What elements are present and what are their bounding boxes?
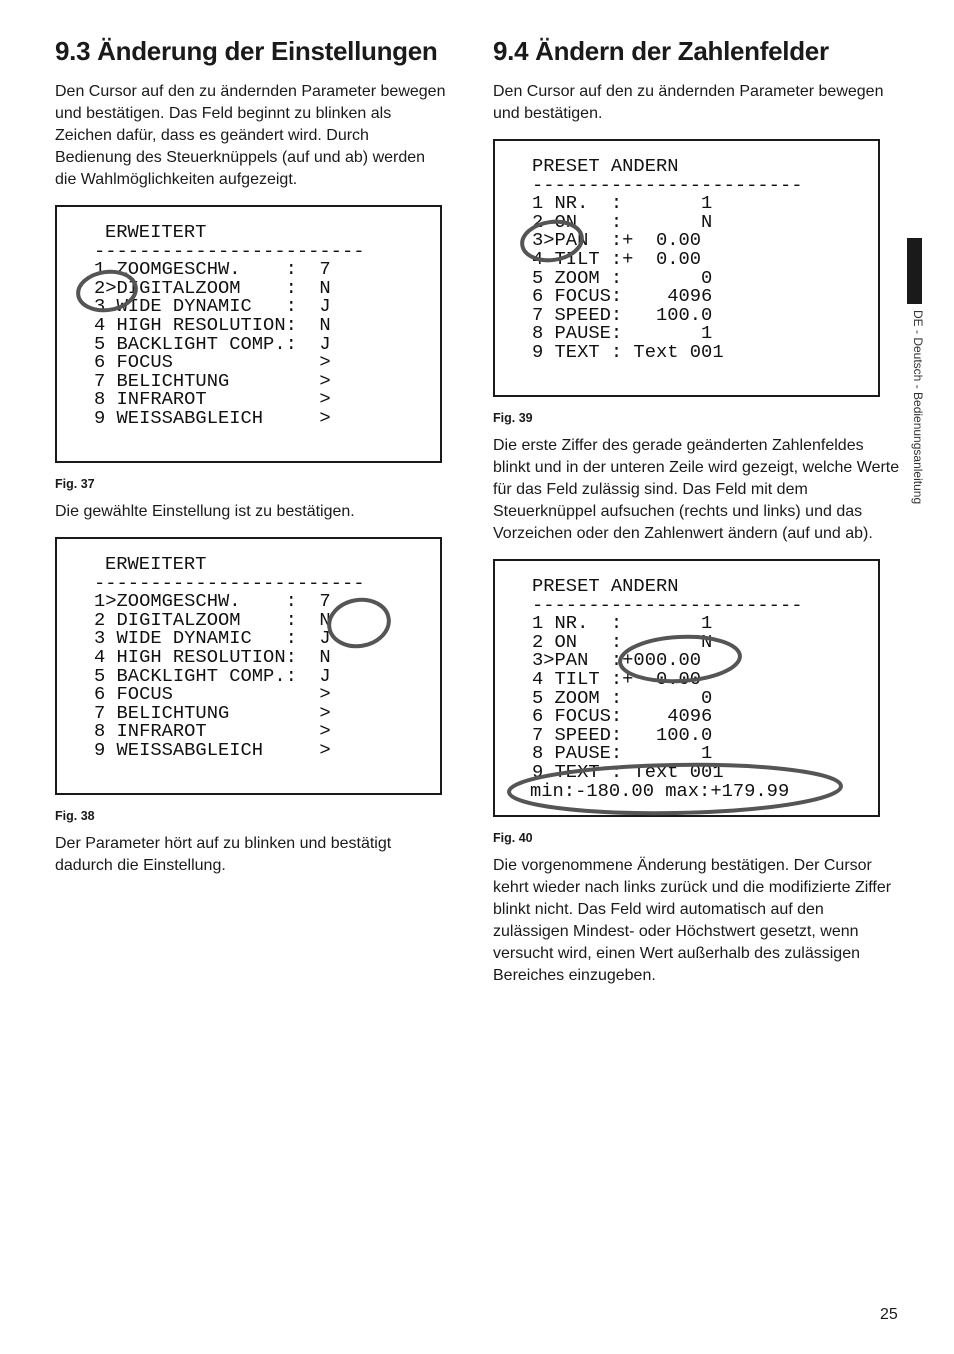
sidebar-language-label: DE - Deutsch - Bedienungsanleitung: [911, 310, 925, 505]
osd-menu-line: 6 FOCUS >: [94, 351, 331, 374]
osd-menu-line: 8 INFRAROT >: [94, 720, 331, 743]
osd-menu-line: 6 FOCUS: 4096: [532, 705, 713, 728]
paragraph-after-fig37: Die gewählte Einstellung ist zu bestätigen.: [55, 503, 355, 520]
osd-screen-fig38: [55, 537, 442, 795]
osd-menu-line: 8 PAUSE: 1: [532, 322, 713, 345]
osd-menu-line: 7 SPEED: 100.0: [532, 303, 713, 326]
figure-caption-38: Fig. 38: [55, 809, 95, 823]
osd-menu-line: 4 HIGH RESOLUTION: N: [94, 645, 331, 668]
osd-title: ERWEITERT: [105, 553, 207, 575]
osd-menu-line: 1 NR. : 1: [532, 192, 713, 215]
osd-menu-line: 9 TEXT : Text 001: [532, 760, 724, 783]
paragraph-after-fig39: Die erste Ziffer des gerade geänderten Zahlenfeldes blinkt und in der unteren Zeile wird gezeigt, welche Werte für das Feld zulässig sind. Das Feld mit dem Steuerknüppel aufsuchen (rechts und links) und das Vorzeichen oder den Zahlenwert ändern (auf und ab).: [493, 437, 900, 542]
osd-divider: ------------------------: [94, 571, 365, 594]
osd-divider: ------------------------: [94, 239, 365, 262]
osd-divider: ------------------------: [532, 593, 803, 616]
osd-menu-line: 5 BACKLIGHT COMP.: J: [94, 664, 331, 687]
osd-menu-line: 9 WEISSABGLEICH >: [94, 738, 331, 761]
osd-menu-line: 2>DIGITALZOOM : N: [94, 276, 331, 299]
osd-menu-line: 7 BELICHTUNG >: [94, 369, 331, 392]
right-column: [493, 36, 903, 987]
osd-menu-line: 3>PAN :+000.00: [532, 649, 702, 672]
osd-screen-fig39: [493, 139, 880, 397]
osd-range-line: min:-180.00 max:+179.99: [530, 779, 790, 802]
figure-caption-40: Fig. 40: [493, 831, 533, 845]
osd-screen-fig37: [55, 205, 442, 463]
osd-menu-line: 3>PAN :+ 0.00: [532, 229, 702, 252]
paragraph-after-fig38: Der Parameter hört auf zu blinken und bestätigt dadurch die Einstellung.: [55, 835, 392, 874]
section-heading-9-4: 9.4 Ändern der Zahlenfelder: [493, 36, 829, 66]
osd-menu-line: 5 ZOOM : 0: [532, 266, 713, 289]
osd-menu-line: 5 ZOOM : 0: [532, 686, 713, 709]
osd-menu-line: 8 INFRAROT >: [94, 388, 331, 411]
osd-menu-line: 9 TEXT : Text 001: [532, 340, 724, 363]
osd-menu-line: 1 NR. : 1: [532, 612, 713, 635]
osd-title: PRESET ANDERN: [532, 155, 679, 177]
osd-menu-line: 7 SPEED: 100.0: [532, 723, 713, 746]
osd-menu-line: 1 ZOOMGESCHW. : 7: [94, 258, 331, 281]
osd-screen-fig40: [493, 559, 880, 817]
osd-menu-line: 4 TILT :+ 0.00: [532, 667, 702, 690]
osd-menu-line: 3 WIDE DYNAMIC : J: [94, 295, 331, 318]
osd-menu-line: 2 ON : N: [532, 210, 713, 233]
osd-menu-line: 8 PAUSE: 1: [532, 742, 713, 765]
osd-title: ERWEITERT: [105, 221, 207, 243]
osd-menu-line: 5 BACKLIGHT COMP.: J: [94, 332, 331, 355]
osd-menu-line: 7 BELICHTUNG >: [94, 701, 331, 724]
left-column: [55, 36, 447, 877]
paragraph-intro-9-4: Den Cursor auf den zu ändernden Parameter bewegen und bestätigen.: [493, 83, 884, 122]
paragraph-intro-9-3: Den Cursor auf den zu ändernden Parameter bewegen und bestätigen. Das Feld beginnt zu blinken als Zeichen dafür, dass es geändert wird. Durch Bedienung des Steuerknüppels (auf und ab) werden die Wahlmöglichkeiten aufgezeigt.: [55, 83, 446, 188]
section-heading-9-3: 9.3 Änderung der Einstellungen: [55, 36, 438, 66]
osd-menu-line: 1>ZOOMGESCHW. : 7: [94, 590, 331, 613]
osd-menu-line: 4 HIGH RESOLUTION: N: [94, 313, 331, 336]
osd-menu-line: 6 FOCUS: 4096: [532, 285, 713, 308]
osd-menu-line: 2 DIGITALZOOM : N: [94, 608, 331, 631]
osd-menu-line: 2 ON : N: [532, 630, 713, 653]
chapter-tab-marker: [907, 238, 922, 304]
figure-caption-39: Fig. 39: [493, 411, 533, 425]
page-number: 25: [880, 1306, 898, 1323]
osd-title: PRESET ANDERN: [532, 575, 679, 597]
osd-menu-line: 9 WEISSABGLEICH >: [94, 406, 331, 429]
osd-menu-line: 3 WIDE DYNAMIC : J: [94, 627, 331, 650]
paragraph-after-fig40: Die vorgenommene Änderung bestätigen. Der Cursor kehrt wieder nach links zurück und die modifizierte Ziffer blinkt nicht. Das Feld wird automatisch auf den zulässigen Mindest- oder Höchstwert gesetzt, wenn versucht wird, einen Wert außerhalb des zulässigen Bereiches einzugeben.: [493, 857, 892, 984]
osd-menu-line: 4 TILT :+ 0.00: [532, 247, 702, 270]
osd-menu-line: 6 FOCUS >: [94, 683, 331, 706]
figure-caption-37: Fig. 37: [55, 477, 95, 491]
osd-divider: ------------------------: [532, 173, 803, 196]
